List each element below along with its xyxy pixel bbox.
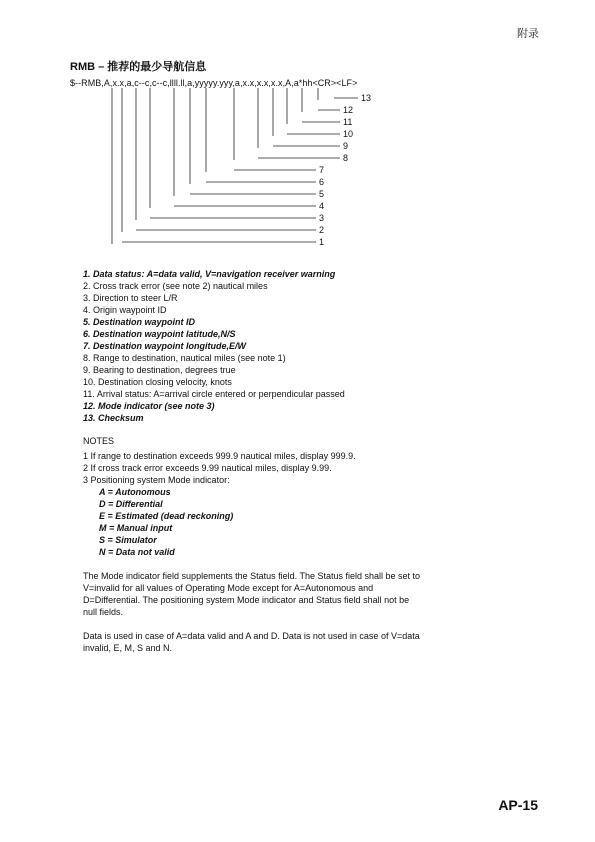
mode-item: M = Manual input xyxy=(99,523,173,533)
mode-indicator-paragraph: The Mode indicator field supplements the Status field. The Status field shall be set to V=invalid for all values of Operating Mode except for A=Autonomous and D=Differential. The positioning system Mode indicator and Status field shall not be null fields. xyxy=(83,571,421,617)
mode-indicator-list xyxy=(99,486,233,558)
page-number: AP-15 xyxy=(498,797,538,813)
diagram-label: 11 xyxy=(343,117,353,127)
diagram-label: 1 xyxy=(319,237,325,247)
field-item: 8. Range to destination, nautical miles (see note 1) xyxy=(83,353,286,363)
notes-list xyxy=(83,450,356,486)
field-item: 5. Destination waypoint ID xyxy=(83,317,196,327)
field-item: 12. Mode indicator (see note 3) xyxy=(83,401,215,411)
diagram-label: 10 xyxy=(343,129,354,139)
field-item: 7. Destination waypoint longitude,E/W xyxy=(83,341,247,351)
notes-title: NOTES xyxy=(83,436,115,446)
field-item: 1. Data status: A=data valid, V=navigation receiver warning xyxy=(83,269,336,279)
mode-item: A = Autonomous xyxy=(99,487,171,497)
field-diagram xyxy=(0,88,595,260)
mode-item: D = Differential xyxy=(99,499,163,509)
diagram-label: 5 xyxy=(319,189,325,199)
field-item: 3. Direction to steer L/R xyxy=(83,293,178,303)
mode-item: E = Estimated (dead reckoning) xyxy=(99,511,234,521)
sentence-format: $--RMB,A,x.x,a,c--c,c--c,llll.ll,a,yyyyy.yyy,a,x.x,x.x,x.x,A,a*hh<CR><LF> xyxy=(70,78,358,88)
note-item: 2 If cross track error exceeds 9.99 nautical miles, display 9.99. xyxy=(83,463,332,473)
diagram-label: 4 xyxy=(319,201,325,211)
diagram-label: 8 xyxy=(343,153,349,163)
diagram-label: 6 xyxy=(319,177,325,187)
field-item: 11. Arrival status: A=arrival circle entered or perpendicular passed xyxy=(83,389,345,399)
field-item: 13. Checksum xyxy=(83,413,144,423)
section-title: RMB – 推荐的最少导航信息 xyxy=(70,61,207,73)
field-item: 4. Origin waypoint ID xyxy=(83,305,167,315)
field-item: 6. Destination waypoint latitude,N/S xyxy=(83,329,236,339)
field-item: 2. Cross track error (see note 2) nautical miles xyxy=(83,281,268,291)
diagram-label: 3 xyxy=(319,213,325,223)
diagram-label: 2 xyxy=(319,225,325,235)
diagram-label: 12 xyxy=(343,105,354,115)
mode-item: N = Data not valid xyxy=(99,547,175,557)
diagram-label: 9 xyxy=(343,141,349,151)
appendix-header-label: 附录 xyxy=(517,28,539,40)
mode-item: S = Simulator xyxy=(99,535,157,545)
field-item: 10. Destination closing velocity, knots xyxy=(83,377,232,387)
data-usage-paragraph: Data is used in case of A=data valid and A and D. Data is not used in case of V=data invalid, E, M, S and N. xyxy=(83,631,420,653)
note-item: 3 Positioning system Mode indicator: xyxy=(83,475,230,485)
diagram-label: 13 xyxy=(361,93,372,103)
field-list xyxy=(83,268,345,424)
note-item: 1 If range to destination exceeds 999.9 nautical miles, display 999.9. xyxy=(83,451,356,461)
diagram-label: 7 xyxy=(319,165,325,175)
field-item: 9. Bearing to destination, degrees true xyxy=(83,365,236,375)
